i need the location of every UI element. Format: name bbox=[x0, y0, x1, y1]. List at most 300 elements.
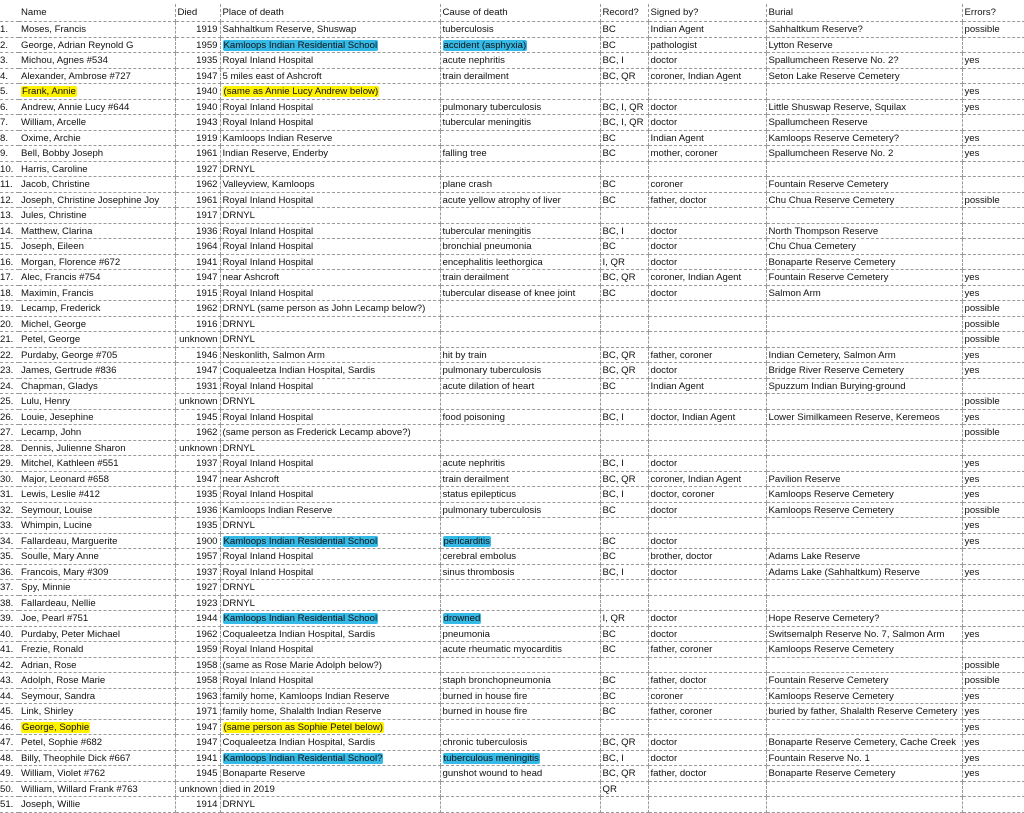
errors-cell: yes bbox=[962, 533, 1024, 549]
name-cell: Adrian, Rose bbox=[19, 657, 175, 673]
died-cell: 1945 bbox=[175, 766, 220, 782]
record-cell: BC, I bbox=[600, 750, 648, 766]
died-cell: 1947 bbox=[175, 735, 220, 751]
errors-cell: possible bbox=[962, 673, 1024, 689]
signed-cell bbox=[648, 301, 766, 317]
table-row bbox=[0, 735, 1024, 751]
place-cell: Royal Inland Hospital bbox=[220, 285, 440, 301]
burial-cell bbox=[766, 332, 962, 348]
signed-cell: doctor bbox=[648, 564, 766, 580]
signed-cell bbox=[648, 580, 766, 596]
record-cell: BC, I bbox=[600, 456, 648, 472]
place-cell: DRNYL bbox=[220, 518, 440, 534]
died-cell: 1963 bbox=[175, 688, 220, 704]
died-cell: 1916 bbox=[175, 316, 220, 332]
table-row bbox=[0, 440, 1024, 456]
row-number: 28. bbox=[0, 440, 19, 456]
highlighted-text: drowned bbox=[443, 613, 481, 625]
table-row bbox=[0, 161, 1024, 177]
name-cell: Frezie, Ronald bbox=[19, 642, 175, 658]
cause-cell: train derailment bbox=[440, 471, 600, 487]
record-cell bbox=[600, 332, 648, 348]
name-cell: Purdaby, George #705 bbox=[19, 347, 175, 363]
name-cell: Link, Shirley bbox=[19, 704, 175, 720]
burial-cell: Bonaparte Reserve Cemetery bbox=[766, 254, 962, 270]
errors-cell: possible bbox=[962, 502, 1024, 518]
errors-cell: yes bbox=[962, 704, 1024, 720]
name-cell: Matthew, Clarina bbox=[19, 223, 175, 239]
table-row bbox=[0, 378, 1024, 394]
row-number: 31. bbox=[0, 487, 19, 503]
place-cell: DRNYL bbox=[220, 394, 440, 410]
record-cell: BC, QR bbox=[600, 270, 648, 286]
cause-cell: cerebral embolus bbox=[440, 549, 600, 565]
cause-cell: sinus thrombosis bbox=[440, 564, 600, 580]
cause-cell: status epilepticus bbox=[440, 487, 600, 503]
signed-cell: father, doctor bbox=[648, 766, 766, 782]
errors-cell: yes bbox=[962, 84, 1024, 100]
row-number: 47. bbox=[0, 735, 19, 751]
place-cell: 5 miles east of Ashcroft bbox=[220, 68, 440, 84]
row-number: 43. bbox=[0, 673, 19, 689]
died-cell: unknown bbox=[175, 394, 220, 410]
errors-cell bbox=[962, 580, 1024, 596]
errors-cell: yes bbox=[962, 285, 1024, 301]
died-cell: 1947 bbox=[175, 68, 220, 84]
place-cell: Sahhaltkum Reserve, Shuswap bbox=[220, 22, 440, 38]
name-cell: Petel, Sophie #682 bbox=[19, 735, 175, 751]
table-row bbox=[0, 502, 1024, 518]
burial-cell: Switsemalph Reserve No. 7, Salmon Arm bbox=[766, 626, 962, 642]
cause-cell bbox=[440, 611, 600, 627]
highlighted-text: Kamloops Indian Residential School bbox=[223, 535, 378, 547]
errors-cell: yes bbox=[962, 363, 1024, 379]
died-cell: 1962 bbox=[175, 425, 220, 441]
errors-cell: yes bbox=[962, 719, 1024, 735]
burial-cell bbox=[766, 161, 962, 177]
died-cell: 1919 bbox=[175, 130, 220, 146]
burial-cell bbox=[766, 301, 962, 317]
name-cell: Bell, Bobby Joseph bbox=[19, 146, 175, 162]
row-number: 19. bbox=[0, 301, 19, 317]
died-cell: 1959 bbox=[175, 37, 220, 53]
row-number: 10. bbox=[0, 161, 19, 177]
errors-cell: yes bbox=[962, 750, 1024, 766]
signed-cell: mother, coroner bbox=[648, 146, 766, 162]
record-cell: BC bbox=[600, 146, 648, 162]
name-cell: William, Arcelle bbox=[19, 115, 175, 131]
table-row bbox=[0, 781, 1024, 797]
burial-cell bbox=[766, 425, 962, 441]
record-cell: BC, I bbox=[600, 487, 648, 503]
header-name: Name bbox=[19, 4, 175, 22]
table-row bbox=[0, 409, 1024, 425]
cause-cell bbox=[440, 580, 600, 596]
place-cell: DRNYL bbox=[220, 316, 440, 332]
place-cell: Coqualeetza Indian Hospital, Sardis bbox=[220, 626, 440, 642]
record-cell bbox=[600, 301, 648, 317]
record-cell bbox=[600, 595, 648, 611]
place-cell: Royal Inland Hospital bbox=[220, 487, 440, 503]
errors-cell bbox=[962, 440, 1024, 456]
record-cell bbox=[600, 580, 648, 596]
header-row bbox=[0, 4, 1024, 22]
signed-cell: coroner, Indian Agent bbox=[648, 471, 766, 487]
place-cell: Bonaparte Reserve bbox=[220, 766, 440, 782]
name-cell: Billy, Theophile Dick #667 bbox=[19, 750, 175, 766]
table-row bbox=[0, 642, 1024, 658]
place-cell: family home, Shalalth Indian Reserve bbox=[220, 704, 440, 720]
table-row bbox=[0, 130, 1024, 146]
record-cell: BC bbox=[600, 688, 648, 704]
header-errors: Errors? bbox=[962, 4, 1024, 22]
signed-cell: doctor bbox=[648, 99, 766, 115]
died-cell: 1962 bbox=[175, 177, 220, 193]
cause-cell bbox=[440, 316, 600, 332]
died-cell: 1958 bbox=[175, 657, 220, 673]
name-cell: Chapman, Gladys bbox=[19, 378, 175, 394]
highlighted-text: George, Sophie bbox=[22, 721, 90, 733]
died-cell: 1936 bbox=[175, 502, 220, 518]
cause-cell bbox=[440, 518, 600, 534]
highlighted-text: tuberculous meningitis bbox=[443, 752, 539, 764]
highlighted-text: (same as Annie Lucy Andrew below) bbox=[223, 86, 379, 98]
signed-cell bbox=[648, 595, 766, 611]
record-cell: BC bbox=[600, 239, 648, 255]
cause-cell: hit by train bbox=[440, 347, 600, 363]
burial-cell: Fountain Reserve Cemetery bbox=[766, 270, 962, 286]
cause-cell: tubercular disease of knee joint bbox=[440, 285, 600, 301]
signed-cell: doctor, coroner bbox=[648, 487, 766, 503]
burial-cell: North Thompson Reserve bbox=[766, 223, 962, 239]
place-cell: Neskonlith, Salmon Arm bbox=[220, 347, 440, 363]
place-cell: family home, Kamloops Indian Reserve bbox=[220, 688, 440, 704]
cause-cell: pulmonary tuberculosis bbox=[440, 502, 600, 518]
place-cell: Kamloops Indian Reserve bbox=[220, 502, 440, 518]
place-cell: Royal Inland Hospital bbox=[220, 254, 440, 270]
errors-cell: yes bbox=[962, 130, 1024, 146]
signed-cell: Indian Agent bbox=[648, 130, 766, 146]
record-cell bbox=[600, 161, 648, 177]
record-cell: BC bbox=[600, 549, 648, 565]
cause-cell: tuberculosis bbox=[440, 22, 600, 38]
died-cell: 1940 bbox=[175, 84, 220, 100]
record-cell: BC bbox=[600, 533, 648, 549]
header-place: Place of death bbox=[220, 4, 440, 22]
row-number: 2. bbox=[0, 37, 19, 53]
row-number: 46. bbox=[0, 719, 19, 735]
place-cell: Royal Inland Hospital bbox=[220, 642, 440, 658]
signed-cell: doctor bbox=[648, 502, 766, 518]
table-row bbox=[0, 518, 1024, 534]
header-num bbox=[0, 4, 19, 22]
errors-cell: possible bbox=[962, 425, 1024, 441]
cause-cell bbox=[440, 161, 600, 177]
row-number: 34. bbox=[0, 533, 19, 549]
signed-cell: doctor, Indian Agent bbox=[648, 409, 766, 425]
row-number: 13. bbox=[0, 208, 19, 224]
cause-cell bbox=[440, 533, 600, 549]
record-cell: BC bbox=[600, 285, 648, 301]
signed-cell: pathologist bbox=[648, 37, 766, 53]
burial-cell: Spallumcheen Reserve bbox=[766, 115, 962, 131]
table-row bbox=[0, 53, 1024, 69]
record-cell: BC, I bbox=[600, 409, 648, 425]
table-row bbox=[0, 580, 1024, 596]
name-cell: Jules, Christine bbox=[19, 208, 175, 224]
highlighted-text: Kamloops Indian Residential School bbox=[223, 39, 378, 51]
signed-cell bbox=[648, 161, 766, 177]
died-cell: 1962 bbox=[175, 626, 220, 642]
burial-cell: Pavilion Reserve bbox=[766, 471, 962, 487]
place-cell: DRNYL (same person as John Lecamp below?) bbox=[220, 301, 440, 317]
burial-cell bbox=[766, 595, 962, 611]
row-number: 51. bbox=[0, 797, 19, 813]
place-cell: died in 2019 bbox=[220, 781, 440, 797]
errors-cell: possible bbox=[962, 657, 1024, 673]
record-cell bbox=[600, 84, 648, 100]
cause-cell bbox=[440, 37, 600, 53]
errors-cell bbox=[962, 797, 1024, 813]
died-cell: 1931 bbox=[175, 378, 220, 394]
table-row bbox=[0, 177, 1024, 193]
record-cell: BC, QR bbox=[600, 68, 648, 84]
died-cell: unknown bbox=[175, 332, 220, 348]
errors-cell bbox=[962, 208, 1024, 224]
table-row bbox=[0, 37, 1024, 53]
signed-cell: doctor bbox=[648, 456, 766, 472]
name-cell: Maximin, Francis bbox=[19, 285, 175, 301]
row-number: 16. bbox=[0, 254, 19, 270]
errors-cell: possible bbox=[962, 316, 1024, 332]
signed-cell bbox=[648, 332, 766, 348]
name-cell: William, Willard Frank #763 bbox=[19, 781, 175, 797]
place-cell: Royal Inland Hospital bbox=[220, 673, 440, 689]
cause-cell: acute nephritis bbox=[440, 456, 600, 472]
errors-cell bbox=[962, 595, 1024, 611]
record-cell: BC, QR bbox=[600, 347, 648, 363]
row-number: 40. bbox=[0, 626, 19, 642]
signed-cell: doctor bbox=[648, 626, 766, 642]
name-cell: Joe, Pearl #751 bbox=[19, 611, 175, 627]
header-died: Died bbox=[175, 4, 220, 22]
name-cell: Major, Leonard #658 bbox=[19, 471, 175, 487]
table-row bbox=[0, 146, 1024, 162]
name-cell: Andrew, Annie Lucy #644 bbox=[19, 99, 175, 115]
name-cell: Joseph, Willie bbox=[19, 797, 175, 813]
place-cell: Royal Inland Hospital bbox=[220, 378, 440, 394]
row-number: 8. bbox=[0, 130, 19, 146]
cause-cell: plane crash bbox=[440, 177, 600, 193]
record-cell: BC, QR bbox=[600, 363, 648, 379]
record-cell: BC, QR bbox=[600, 766, 648, 782]
header-signed: Signed by? bbox=[648, 4, 766, 22]
errors-cell: yes bbox=[962, 99, 1024, 115]
errors-cell bbox=[962, 611, 1024, 627]
place-cell: Royal Inland Hospital bbox=[220, 456, 440, 472]
name-cell: Fallardeau, Nellie bbox=[19, 595, 175, 611]
errors-cell: possible bbox=[962, 22, 1024, 38]
cause-cell: pneumonia bbox=[440, 626, 600, 642]
cause-cell: acute rheumatic myocarditis bbox=[440, 642, 600, 658]
record-cell: BC, I bbox=[600, 53, 648, 69]
name-cell bbox=[19, 84, 175, 100]
errors-cell: possible bbox=[962, 332, 1024, 348]
place-cell: DRNYL bbox=[220, 595, 440, 611]
place-cell bbox=[220, 719, 440, 735]
cause-cell: gunshot wound to head bbox=[440, 766, 600, 782]
burial-cell: Kamloops Reserve Cemetery? bbox=[766, 130, 962, 146]
record-cell: BC, I bbox=[600, 564, 648, 580]
signed-cell: father, coroner bbox=[648, 347, 766, 363]
row-number: 4. bbox=[0, 68, 19, 84]
row-number: 39. bbox=[0, 611, 19, 627]
name-cell: Lecamp, John bbox=[19, 425, 175, 441]
burial-cell: Sahhaltkum Reserve? bbox=[766, 22, 962, 38]
table-row bbox=[0, 626, 1024, 642]
signed-cell: coroner, Indian Agent bbox=[648, 270, 766, 286]
signed-cell bbox=[648, 518, 766, 534]
died-cell: 1957 bbox=[175, 549, 220, 565]
cause-cell bbox=[440, 657, 600, 673]
burial-cell: Kamloops Reserve Cemetery bbox=[766, 642, 962, 658]
name-cell: Alec, Francis #754 bbox=[19, 270, 175, 286]
errors-cell bbox=[962, 781, 1024, 797]
cause-cell bbox=[440, 332, 600, 348]
signed-cell bbox=[648, 84, 766, 100]
signed-cell: coroner bbox=[648, 177, 766, 193]
name-cell: Mitchel, Kathleen #551 bbox=[19, 456, 175, 472]
cause-cell: train derailment bbox=[440, 68, 600, 84]
name-cell: James, Gertrude #836 bbox=[19, 363, 175, 379]
signed-cell bbox=[648, 425, 766, 441]
died-cell: 1962 bbox=[175, 301, 220, 317]
died-cell: 1947 bbox=[175, 363, 220, 379]
place-cell: (same person as Frederick Lecamp above?) bbox=[220, 425, 440, 441]
burial-cell bbox=[766, 781, 962, 797]
signed-cell bbox=[648, 316, 766, 332]
record-cell bbox=[600, 518, 648, 534]
died-cell: 1971 bbox=[175, 704, 220, 720]
cause-cell: acute dilation of heart bbox=[440, 378, 600, 394]
name-cell: Oxime, Archie bbox=[19, 130, 175, 146]
errors-cell: possible bbox=[962, 192, 1024, 208]
name-cell: Seymour, Louise bbox=[19, 502, 175, 518]
record-cell: BC, QR bbox=[600, 471, 648, 487]
record-cell: BC bbox=[600, 626, 648, 642]
died-cell: 1941 bbox=[175, 254, 220, 270]
place-cell bbox=[220, 611, 440, 627]
signed-cell: doctor bbox=[648, 735, 766, 751]
died-cell: 1958 bbox=[175, 673, 220, 689]
table-row bbox=[0, 797, 1024, 813]
row-number: 27. bbox=[0, 425, 19, 441]
table-row bbox=[0, 719, 1024, 735]
died-cell: 1937 bbox=[175, 564, 220, 580]
name-cell: Dennis, Julienne Sharon bbox=[19, 440, 175, 456]
errors-cell bbox=[962, 177, 1024, 193]
burial-cell bbox=[766, 533, 962, 549]
name-cell: Soulle, Mary Anne bbox=[19, 549, 175, 565]
table-row bbox=[0, 750, 1024, 766]
cause-cell bbox=[440, 394, 600, 410]
row-number: 48. bbox=[0, 750, 19, 766]
place-cell: DRNYL bbox=[220, 161, 440, 177]
row-number: 11. bbox=[0, 177, 19, 193]
burial-cell bbox=[766, 657, 962, 673]
errors-cell: yes bbox=[962, 735, 1024, 751]
place-cell: (same as Rose Marie Adolph below?) bbox=[220, 657, 440, 673]
row-number: 17. bbox=[0, 270, 19, 286]
signed-cell: doctor bbox=[648, 254, 766, 270]
header-burial: Burial bbox=[766, 4, 962, 22]
record-cell bbox=[600, 208, 648, 224]
row-number: 6. bbox=[0, 99, 19, 115]
signed-cell bbox=[648, 781, 766, 797]
died-cell: 1927 bbox=[175, 580, 220, 596]
burial-cell: Salmon Arm bbox=[766, 285, 962, 301]
name-cell: Joseph, Eileen bbox=[19, 239, 175, 255]
table-row bbox=[0, 394, 1024, 410]
record-cell: BC bbox=[600, 37, 648, 53]
burial-cell: Lytton Reserve bbox=[766, 37, 962, 53]
name-cell: Lulu, Henry bbox=[19, 394, 175, 410]
errors-cell: yes bbox=[962, 518, 1024, 534]
cause-cell: bronchial pneumonia bbox=[440, 239, 600, 255]
cause-cell: encephalitis leethorgica bbox=[440, 254, 600, 270]
burial-cell: Fountain Reserve Cemetery bbox=[766, 177, 962, 193]
place-cell bbox=[220, 37, 440, 53]
errors-cell: yes bbox=[962, 688, 1024, 704]
record-cell: QR bbox=[600, 781, 648, 797]
died-cell: 1914 bbox=[175, 797, 220, 813]
place-cell: DRNYL bbox=[220, 440, 440, 456]
row-number: 44. bbox=[0, 688, 19, 704]
place-cell: Royal Inland Hospital bbox=[220, 115, 440, 131]
cause-cell bbox=[440, 719, 600, 735]
row-number: 24. bbox=[0, 378, 19, 394]
died-cell: 1961 bbox=[175, 146, 220, 162]
record-cell bbox=[600, 394, 648, 410]
header-record: Record? bbox=[600, 4, 648, 22]
signed-cell: doctor bbox=[648, 223, 766, 239]
deaths-table bbox=[0, 4, 1024, 813]
record-cell: BC bbox=[600, 192, 648, 208]
errors-cell: yes bbox=[962, 53, 1024, 69]
errors-cell: yes bbox=[962, 347, 1024, 363]
errors-cell bbox=[962, 161, 1024, 177]
row-number: 15. bbox=[0, 239, 19, 255]
signed-cell: father, doctor bbox=[648, 673, 766, 689]
name-cell: Francois, Mary #309 bbox=[19, 564, 175, 580]
record-cell bbox=[600, 316, 648, 332]
cause-cell bbox=[440, 301, 600, 317]
row-number: 12. bbox=[0, 192, 19, 208]
table-row bbox=[0, 99, 1024, 115]
signed-cell bbox=[648, 797, 766, 813]
died-cell: 1919 bbox=[175, 22, 220, 38]
name-cell: Lecamp, Frederick bbox=[19, 301, 175, 317]
burial-cell: Adams Lake (Sahhaltkum) Reserve bbox=[766, 564, 962, 580]
table-row bbox=[0, 285, 1024, 301]
signed-cell: coroner, Indian Agent bbox=[648, 68, 766, 84]
burial-cell bbox=[766, 208, 962, 224]
burial-cell: Bonaparte Reserve Cemetery, Cache Creek bbox=[766, 735, 962, 751]
burial-cell bbox=[766, 719, 962, 735]
row-number: 41. bbox=[0, 642, 19, 658]
row-number: 33. bbox=[0, 518, 19, 534]
table-row bbox=[0, 533, 1024, 549]
